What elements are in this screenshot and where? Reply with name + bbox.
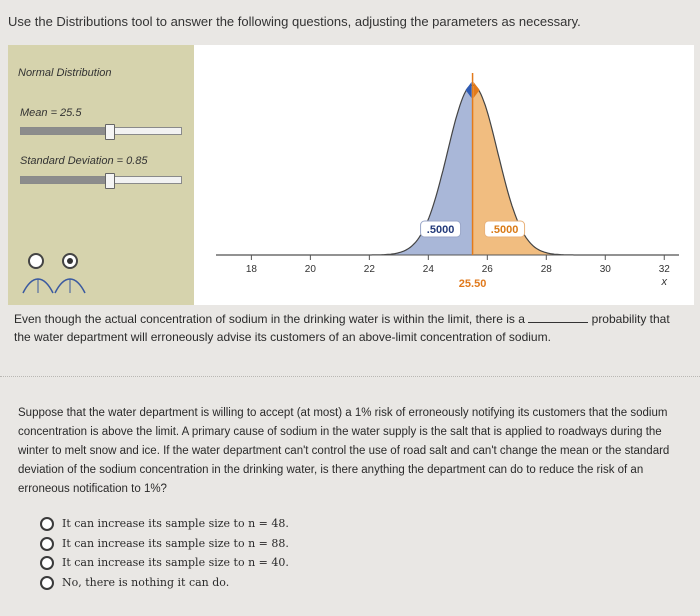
x-tick-label: 26 xyxy=(481,264,493,275)
x-tick-label: 20 xyxy=(304,264,316,275)
x-tick-label: 28 xyxy=(540,264,552,275)
distribution-title: Normal Distribution xyxy=(18,67,112,79)
probability-answer-blank[interactable] xyxy=(528,310,588,323)
sd-label: Standard Deviation = 0.85 xyxy=(20,155,148,167)
question-1-text: Even though the actual concentration of sodium in the drinking water is within the limit, there is a xyxy=(14,312,525,326)
answer-option[interactable] xyxy=(40,514,289,534)
answer-options xyxy=(40,514,289,592)
normal-distribution-chart xyxy=(194,45,694,305)
x-axis-ticks xyxy=(246,255,670,275)
x-tick-label: 22 xyxy=(363,264,375,275)
option-label: It can increase its sample size to n = 88. xyxy=(62,536,289,550)
x-tick-label: 24 xyxy=(422,264,434,275)
question-1-text-after: probability that the water department will erroneously advise its customers of an above-limit concentration of sodium. xyxy=(14,312,670,344)
option-radio[interactable] xyxy=(40,556,54,570)
option-radio[interactable] xyxy=(40,517,54,531)
option-label: It can increase its sample size to n = 48. xyxy=(62,517,289,530)
radio-dot xyxy=(67,258,73,264)
instruction-text: Use the Distributions tool to answer the following questions, adjusting the parameters as necessary. xyxy=(8,14,581,29)
x-tick-label: 32 xyxy=(658,264,670,275)
sd-slider-fill xyxy=(21,177,109,183)
mean-slider-thumb[interactable] xyxy=(105,124,115,140)
x-tick-label: 30 xyxy=(599,264,611,275)
question-1 xyxy=(14,310,674,346)
two-tail-radio[interactable] xyxy=(62,253,78,269)
distribution-shape-icon[interactable] xyxy=(22,277,54,295)
one-tail-radio[interactable] xyxy=(28,253,44,269)
mean-slider-fill xyxy=(21,128,109,134)
x-tick-label: 18 xyxy=(245,264,257,275)
cut-value-label: 25.50 xyxy=(458,278,487,290)
left-area-label: .5000 xyxy=(426,224,455,236)
option-radio[interactable] xyxy=(40,537,54,551)
answer-option[interactable] xyxy=(40,573,289,593)
option-label: It can increase its sample size to n = 40. xyxy=(62,556,289,569)
mean-slider[interactable] xyxy=(20,127,182,135)
sd-slider-thumb[interactable] xyxy=(105,173,115,189)
section-divider xyxy=(0,376,700,377)
sd-slider[interactable] xyxy=(20,176,182,184)
distributions-tool xyxy=(8,45,694,305)
right-area-label: .5000 xyxy=(490,224,519,236)
parameter-panel xyxy=(8,45,194,305)
answer-option[interactable] xyxy=(40,534,289,554)
two-tail-shape-icon[interactable] xyxy=(54,277,86,295)
answer-option[interactable] xyxy=(40,553,289,573)
x-axis-label: x xyxy=(661,276,668,288)
mean-label: Mean = 25.5 xyxy=(20,107,82,119)
question-2-text: Suppose that the water department is willing to accept (at most) a 1% risk of erroneously notifying its customers that the sodium concentration is above the limit. A primary cause of sodium in the water supply is the salt that is applied to roadways during the winter to melt snow and ice. If the water department can't control the use of road salt and can't change the mean or the standard deviation of the sodium concentration in the drinking water, is there anything the department can do to reduce the risk of an erroneous notification to 1%? xyxy=(18,407,670,495)
option-label: No, there is nothing it can do. xyxy=(62,575,230,589)
option-radio[interactable] xyxy=(40,576,54,590)
